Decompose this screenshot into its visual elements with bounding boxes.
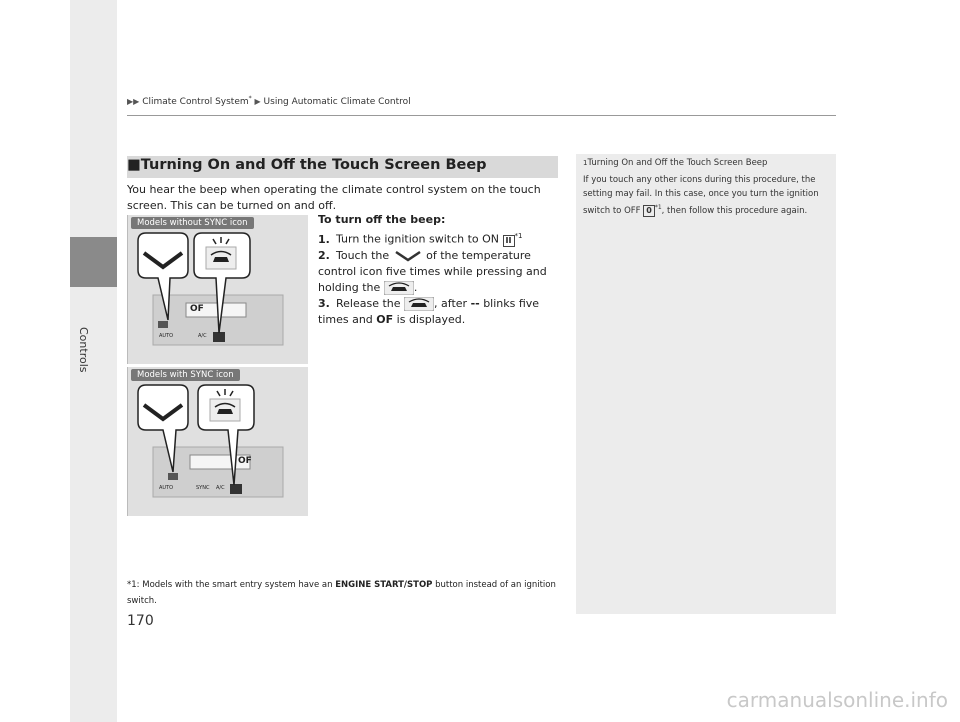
- page-number: 170: [127, 613, 154, 629]
- side-tab-marker: [70, 237, 117, 287]
- ac-button: A/C: [216, 485, 225, 491]
- panel-display: OF: [190, 304, 204, 314]
- watermark: carmanualsonline.info: [726, 688, 948, 712]
- note-box: [576, 154, 836, 614]
- steps-heading: To turn off the beep:: [318, 213, 446, 226]
- recirculation-car-icon: [384, 281, 414, 295]
- step-2: 2. Touch the of the temperature control icon five times while pressing and holding the .: [318, 248, 547, 294]
- figure-without-sync: [127, 215, 308, 364]
- chevron-down-icon: [393, 250, 423, 262]
- side-tab-label: Controls: [77, 327, 90, 373]
- climate-panel-illustration: [128, 215, 308, 364]
- auto-button: AUTO: [159, 333, 174, 339]
- panel-display: OF: [238, 456, 252, 466]
- ignition-off-key: 0: [643, 205, 655, 217]
- steps-block: [318, 212, 568, 328]
- auto-button: AUTO: [159, 485, 174, 491]
- breadcrumb-arrow-icon: ▶: [254, 97, 261, 106]
- figure-label: Models with SYNC icon: [131, 369, 240, 381]
- figure-with-sync: [127, 367, 308, 516]
- breadcrumb-part2[interactable]: Using Automatic Climate Control: [263, 97, 411, 107]
- step-1: 1. Turn the ignition switch to ON II $^{*1}$: [318, 232, 523, 246]
- footnote: *1: Models with the smart entry system have an ENGINE START/STOP button instead of an ignition switch.: [127, 580, 556, 606]
- step-3: 3. Release the , after -- blinks five times and OF is displayed.: [318, 296, 540, 326]
- sync-button: SYNC: [196, 485, 210, 491]
- ac-button: A/C: [198, 333, 207, 339]
- breadcrumb: [127, 95, 411, 107]
- climate-panel-illustration: [128, 367, 308, 516]
- note-title: 1Turning On and Off the Touch Screen Beep: [583, 158, 768, 168]
- figure-label: Models without SYNC icon: [131, 217, 254, 229]
- breadcrumb-arrow-icon: ▶▶: [127, 97, 140, 106]
- breadcrumb-part1[interactable]: Climate Control System: [142, 97, 249, 107]
- note-text: If you touch any other icons during this procedure, the setting may fail. In this case, once you turn the ignition switch to OFF 0 $^{*1}$, then follow this procedure again.: [583, 175, 819, 216]
- section-intro: You hear the beep when operating the climate control system on the touch screen. This can be turned on and off.: [127, 183, 541, 212]
- header-rule: [127, 115, 836, 116]
- recirculation-car-icon: [404, 297, 434, 311]
- breadcrumb-star: *: [248, 95, 252, 102]
- ignition-on-key: II: [503, 235, 515, 247]
- section-title: ■Turning On and Off the Touch Screen Beep: [127, 157, 487, 173]
- note-marker-icon: 1: [583, 159, 588, 167]
